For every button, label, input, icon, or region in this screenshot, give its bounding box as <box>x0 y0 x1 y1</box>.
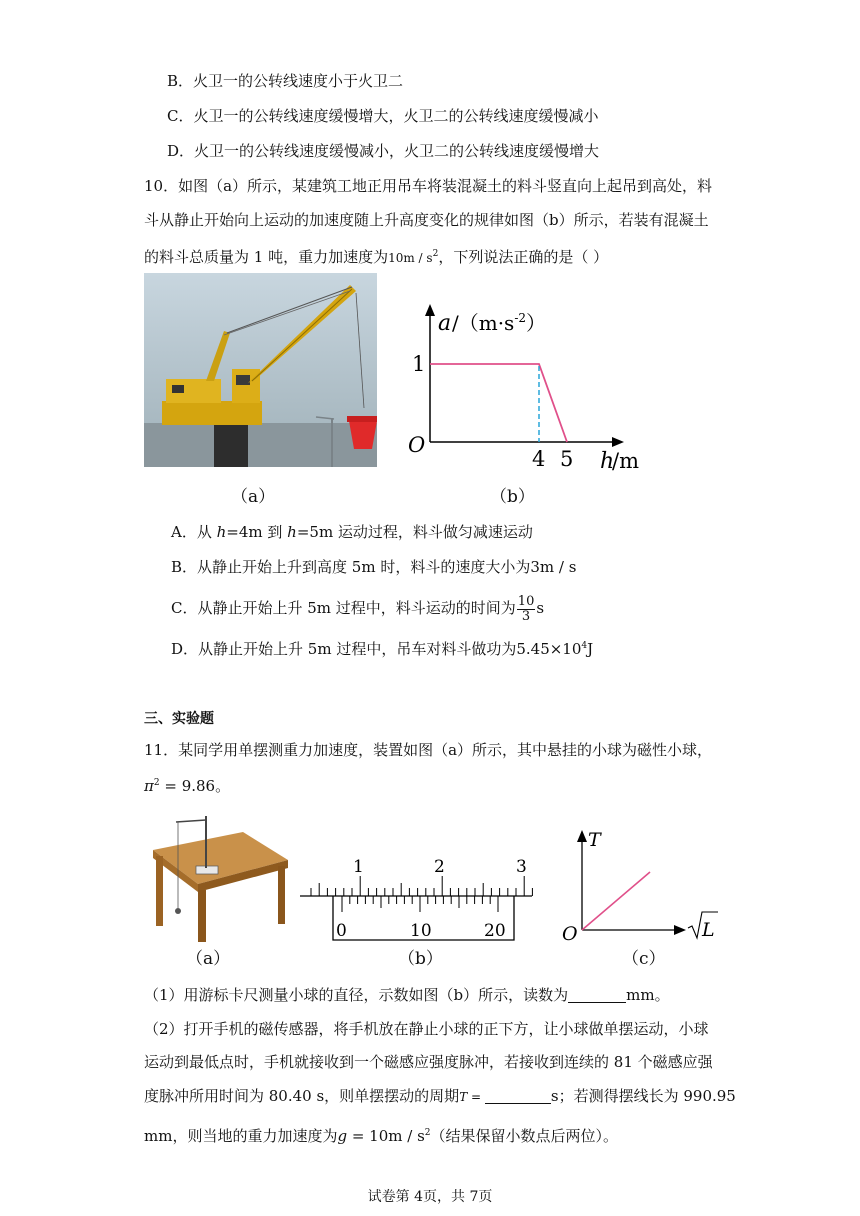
q10-option-b: B．从静止开始上升到高度 5m 时，料斗的速度大小为3m / s <box>171 558 577 576</box>
graph-line <box>430 364 567 442</box>
vernier-label-20: 20 <box>484 921 506 941</box>
x-axis-label-unit: /m <box>612 449 639 473</box>
graph-c-origin: O <box>562 923 578 944</box>
y-tick-1: 1 <box>412 352 426 376</box>
q10-stem-line3: 的料斗总质量为 1 吨，重力加速度为$10m / s^2$，下列说法正确的是（ ） <box>144 248 609 266</box>
q10-fig-b-caption: （b） <box>490 487 535 507</box>
q11-sub2-line3: 度脉冲所用时间为 80.40 s，则单摆摆动的周期T = s；若测得摆线长为 990.95 <box>144 1087 736 1105</box>
q10-option-d: D．从静止开始上升 5m 过程中，吊车对料斗做功为$5.45\times 10^4J$ <box>171 640 594 658</box>
origin-label: O <box>408 433 426 457</box>
y-axis-label-unit: $/(m\cdot s^{-2})$ <box>452 311 547 335</box>
y-axis-label-a: a <box>438 311 452 336</box>
q11-fig-c-caption: （c） <box>622 949 666 969</box>
main-scale-label-2: 2 <box>434 857 445 877</box>
main-scale-label-1: 1 <box>353 857 364 877</box>
q11-sub2-line4: mm，则当地的重力加速度为$g = 10m / s^2$（结果保留小数点后两位）。 <box>144 1127 619 1145</box>
q11-fig-a-caption: （a） <box>186 949 231 969</box>
q11-fig-b-caption: （b） <box>398 949 443 969</box>
q11-sub2-line2: 运动到最低点时，手机就接收到一个磁感应强度脉冲，若接收到连续的 81 个磁感应强 <box>144 1053 713 1071</box>
q10-fig-a-caption: （a） <box>231 487 276 507</box>
answer-blank-diameter[interactable] <box>568 986 626 1003</box>
vernier-label-0: 0 <box>336 921 347 941</box>
vernier-caliper-figure <box>296 852 536 944</box>
vernier-label-10: 10 <box>410 921 432 941</box>
q11-stem-line1: 11．某同学用单摆测重力加速度，装置如图（a）所示，其中悬挂的小球为磁性小球， <box>144 741 713 759</box>
crane-photo <box>144 273 377 467</box>
q11-sub1: （1）用游标卡尺测量小球的直径，示数如图（b）所示，读数为 mm。 <box>144 986 670 1004</box>
x-tick-4: 4 <box>532 447 546 471</box>
graph-c-line <box>582 872 650 930</box>
q9-option-c: C．火卫一的公转线速度缓慢增大，火卫二的公转线速度缓慢减小 <box>167 107 599 125</box>
q9-option-b: B．火卫一的公转线速度小于火卫二 <box>167 72 404 90</box>
q10-stem-line2: 斗从静止开始向上运动的加速度随上升高度变化的规律如图（b）所示，若装有混凝土 <box>144 211 709 229</box>
acceleration-height-graph <box>400 290 660 480</box>
x-tick-5: 5 <box>560 447 574 471</box>
q11-pi-squared: $\pi^2 = 9.86$。 <box>144 777 231 795</box>
graph-c-y-label: T <box>588 829 601 851</box>
q10-option-a: A．从 h=4m 到 h=5m 运动过程，料斗做匀减速运动 <box>171 523 533 541</box>
q10-stem-line1: 10．如图（a）所示，某建筑工地正用吊车将装混凝土的料斗竖直向上起吊到高处，料 <box>144 177 713 195</box>
q10-option-c: C．从静止开始上升 5m 过程中，料斗运动的时间为 $\frac{10}{3}$ s <box>171 593 545 624</box>
main-scale-label-3: 3 <box>516 857 527 877</box>
q9-option-d: D．火卫一的公转线速度缓慢减小，火卫二的公转线速度缓慢增大 <box>167 142 600 160</box>
q11-sub2-line1: （2）打开手机的磁传感器，将手机放在静止小球的正下方，让小球做单摆运动，小球 <box>144 1020 709 1038</box>
answer-blank-period[interactable] <box>485 1087 551 1104</box>
period-sqrt-length-graph <box>560 826 720 944</box>
section-heading-experiment: 三、实验题 <box>144 711 214 727</box>
page-footer: 试卷第 4页，共 7页 <box>367 1189 493 1205</box>
pendulum-table-figure <box>148 812 293 942</box>
x-axis-label-h: h <box>600 449 615 474</box>
graph-c-x-label: L <box>702 919 715 941</box>
